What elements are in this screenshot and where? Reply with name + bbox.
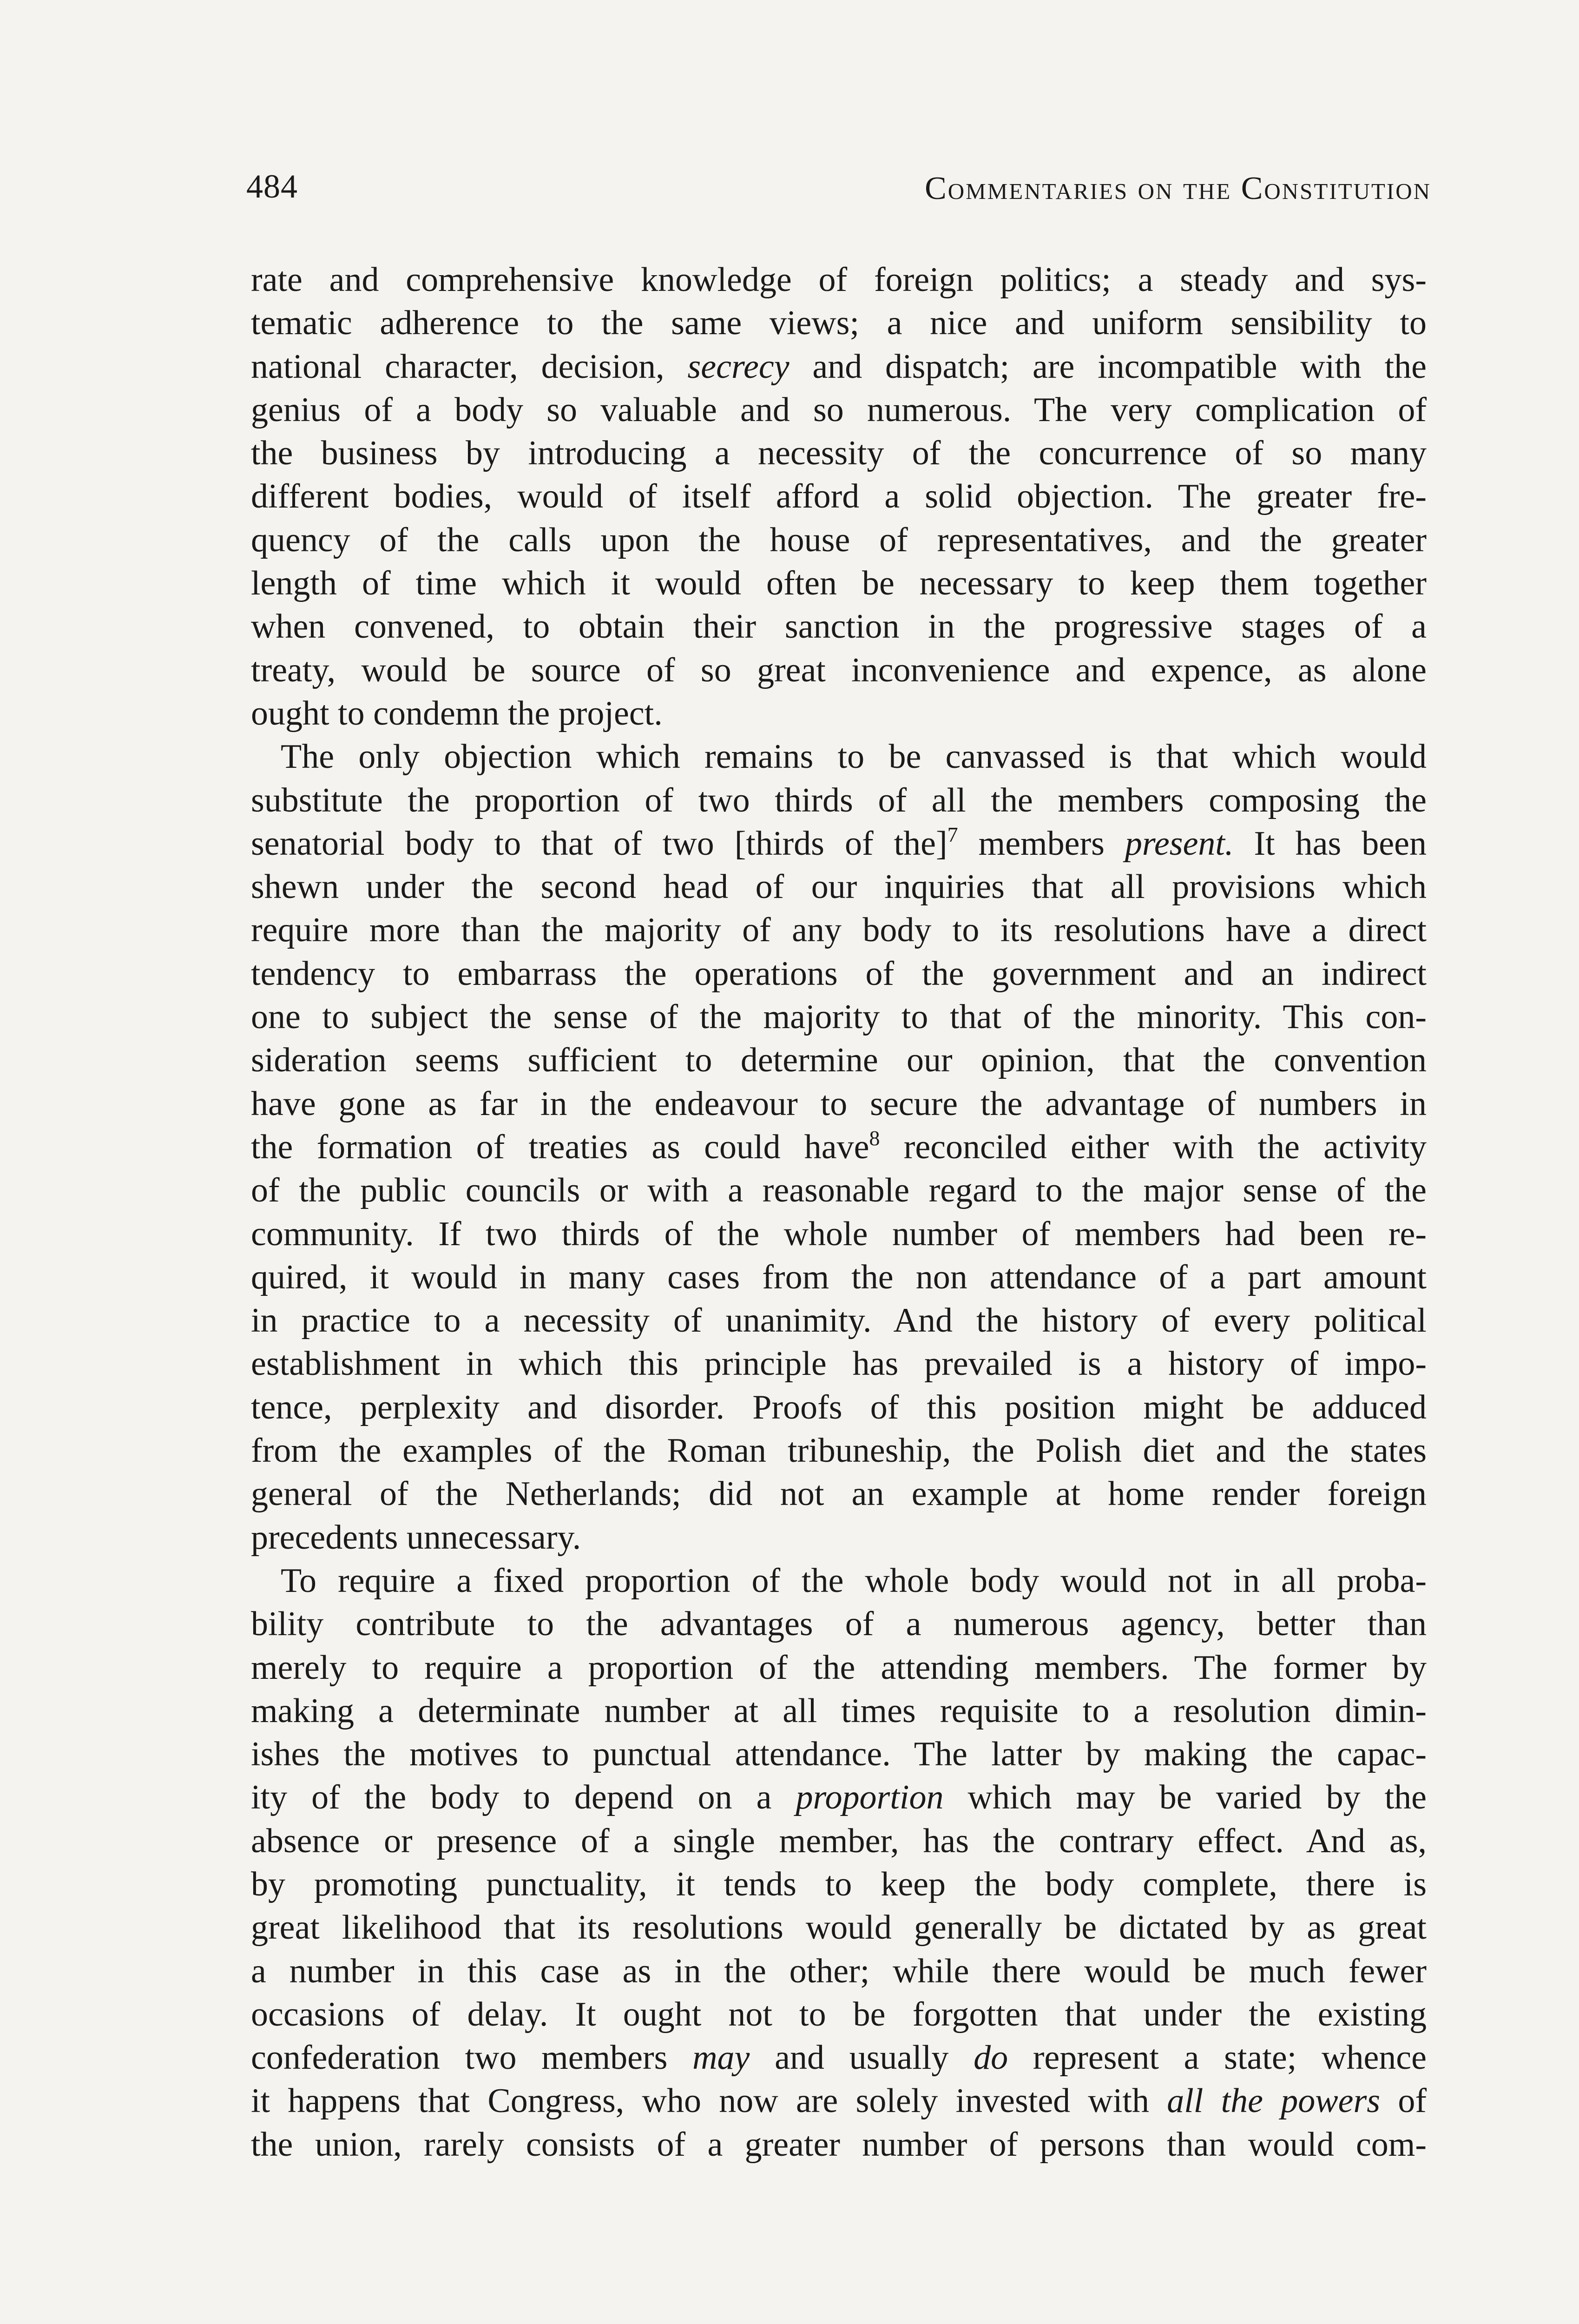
text-run: ity of the body to depend on a — [251, 1778, 796, 1817]
text-run: and usually — [750, 2039, 974, 2077]
text-line — [251, 737, 1427, 780]
text-run: quired, it would in many cases from the non attendance of a part amount — [251, 1258, 1427, 1296]
text-line — [251, 1301, 1427, 1344]
text-run: it happens that Congress, who now are solely invested with — [251, 2082, 1167, 2120]
body-text — [251, 260, 1427, 2168]
text-line — [251, 1084, 1427, 1128]
italic-run: may — [692, 2039, 750, 2077]
text-line — [251, 694, 1427, 737]
text-line — [251, 1822, 1427, 1865]
text-run: from the examples of the Roman tribuneship, the Polish diet and the states — [251, 1432, 1427, 1470]
text-run: of — [1380, 2082, 1427, 2120]
text-line — [251, 1561, 1427, 1604]
page-number: 484 — [246, 168, 298, 205]
text-line — [251, 867, 1427, 911]
text-run: occasions of delay. It ought not to be forgotten that under the existing — [251, 1995, 1427, 2034]
text-run: tence, perplexity and disorder. Proofs of this position might be adduced — [251, 1388, 1427, 1426]
footnote-ref: 7 — [947, 822, 958, 846]
text-run: The only objection which remains to be canvassed is that which would — [281, 738, 1427, 776]
text-run: making a determinate number at all times requisite to a resolution dimin- — [251, 1691, 1427, 1730]
text-line — [251, 2038, 1427, 2081]
text-run: national character, decision, — [251, 347, 688, 386]
text-run: substitute the proportion of two thirds of all the members composing the — [251, 781, 1427, 819]
text-line — [251, 1648, 1427, 1691]
text-run: and dispatch; are incompatible with the — [789, 347, 1427, 386]
text-run: require more than the majority of any body to its resolutions have a direct — [251, 911, 1427, 950]
text-line — [251, 1865, 1427, 1908]
text-line — [251, 1344, 1427, 1387]
text-line — [251, 911, 1427, 954]
text-run: in practice to a necessity of unanimity. And the history of every political — [251, 1301, 1427, 1340]
page-header — [246, 158, 1431, 214]
text-line — [251, 1691, 1427, 1735]
text-line — [251, 477, 1427, 520]
text-line — [251, 1735, 1427, 1778]
text-line — [251, 2125, 1427, 2168]
text-line — [251, 781, 1427, 824]
text-line — [251, 521, 1427, 564]
text-run: reconciled either with the activity — [880, 1128, 1427, 1166]
text-line — [251, 651, 1427, 694]
footnote-ref: 8 — [869, 1126, 880, 1150]
text-run: by promoting punctuality, it tends to keep the body complete, there is — [251, 1865, 1427, 1903]
italic-run: all the powers — [1167, 2082, 1381, 2120]
text-run: general of the Netherlands; did not an example at home render foreign — [251, 1475, 1427, 1513]
text-run: the business by introducing a necessity of the concurrence of so many — [251, 434, 1427, 473]
text-line — [251, 1128, 1427, 1171]
text-run: precedents unnecessary. — [251, 1518, 581, 1557]
text-line — [251, 260, 1427, 304]
text-run: different bodies, would of itself afford a solid objection. The greater fre- — [251, 477, 1427, 516]
text-line — [251, 954, 1427, 997]
text-run: ishes the motives to punctual attendance. The latter by making the capac- — [251, 1735, 1427, 1774]
text-line — [251, 1518, 1427, 1561]
text-run: a number in this case as in the other; while there would be much fewer — [251, 1952, 1427, 1990]
text-run: confederation two members — [251, 2039, 693, 2077]
text-run: represent a state; whence — [1008, 2039, 1427, 2077]
running-head: Commentaries on the Constitution — [925, 171, 1431, 206]
text-run: genius of a body so valuable and so numerous. The very complication of — [251, 390, 1427, 429]
text-line — [251, 1952, 1427, 1995]
text-line — [251, 1388, 1427, 1431]
text-run: one to subject the sense of the majority to that of the minority. This con- — [251, 998, 1427, 1037]
text-line — [251, 564, 1427, 607]
text-run: To require a fixed proportion of the whole body would not in all proba- — [281, 1561, 1427, 1600]
text-run: rate and comprehensive knowledge of foreign politics; a steady and sys- — [251, 261, 1427, 299]
text-line — [251, 1171, 1427, 1214]
text-run: sideration seems sufficient to determine our opinion, that the convention — [251, 1041, 1427, 1080]
text-run: when convened, to obtain their sanction in the progressive stages of a — [251, 607, 1427, 646]
text-line — [251, 1215, 1427, 1258]
italic-run: proportion — [796, 1778, 944, 1817]
text-run: shewn under the second head of our inquiries that all provisions which — [251, 868, 1427, 906]
text-run: members — [958, 824, 1125, 863]
text-run: tematic adherence to the same views; a nice and uniform sensibility to — [251, 304, 1427, 343]
text-line — [251, 1604, 1427, 1648]
text-run: have gone as far in the endeavour to secure the advantage of numbers in — [251, 1084, 1427, 1123]
text-line — [251, 1995, 1427, 2038]
text-line — [251, 1431, 1427, 1474]
text-run: the union, rarely consists of a greater number of persons than would com- — [251, 2125, 1427, 2164]
text-run: quency of the calls upon the house of representatives, and the greater — [251, 521, 1427, 559]
text-line — [251, 1041, 1427, 1084]
italic-run: secrecy — [687, 347, 790, 386]
text-line — [251, 347, 1427, 390]
text-line — [251, 1474, 1427, 1518]
text-line — [251, 434, 1427, 477]
italic-run: present. — [1125, 824, 1234, 863]
text-line — [251, 607, 1427, 650]
text-line — [251, 1908, 1427, 1951]
text-run: ought to condemn the project. — [251, 694, 663, 733]
text-run: which may be varied by the — [943, 1778, 1427, 1817]
text-line — [251, 997, 1427, 1041]
text-line — [251, 1258, 1427, 1301]
text-run: length of time which it would often be necessary to keep them together — [251, 564, 1427, 603]
text-line — [251, 390, 1427, 434]
text-line — [251, 2081, 1427, 2125]
text-run: It has been — [1233, 824, 1427, 863]
text-run: treaty, would be source of so great inconvenience and expence, as alone — [251, 651, 1427, 689]
text-line — [251, 304, 1427, 347]
text-run: establishment in which this principle has prevailed is a history of impo- — [251, 1345, 1427, 1383]
text-run: bility contribute to the advantages of a numerous agency, better than — [251, 1605, 1427, 1644]
text-run: of the public councils or with a reasonable regard to the major sense of the — [251, 1171, 1427, 1210]
text-run: tendency to embarrass the operations of the government and an indirect — [251, 954, 1427, 993]
text-run: community. If two thirds of the whole number of members had been re- — [251, 1215, 1427, 1253]
text-run: merely to require a proportion of the attending members. The former by — [251, 1648, 1427, 1687]
italic-run: do — [974, 2039, 1008, 2077]
text-line — [251, 824, 1427, 867]
text-run: senatorial body to that of two [thirds of the] — [251, 824, 947, 863]
text-run: great likelihood that its resolutions would generally be dictated by as great — [251, 1908, 1427, 1947]
text-run: absence or presence of a single member, has the contrary effect. And as, — [251, 1822, 1427, 1860]
text-run: the formation of treaties as could have — [251, 1128, 869, 1166]
text-line — [251, 1778, 1427, 1821]
